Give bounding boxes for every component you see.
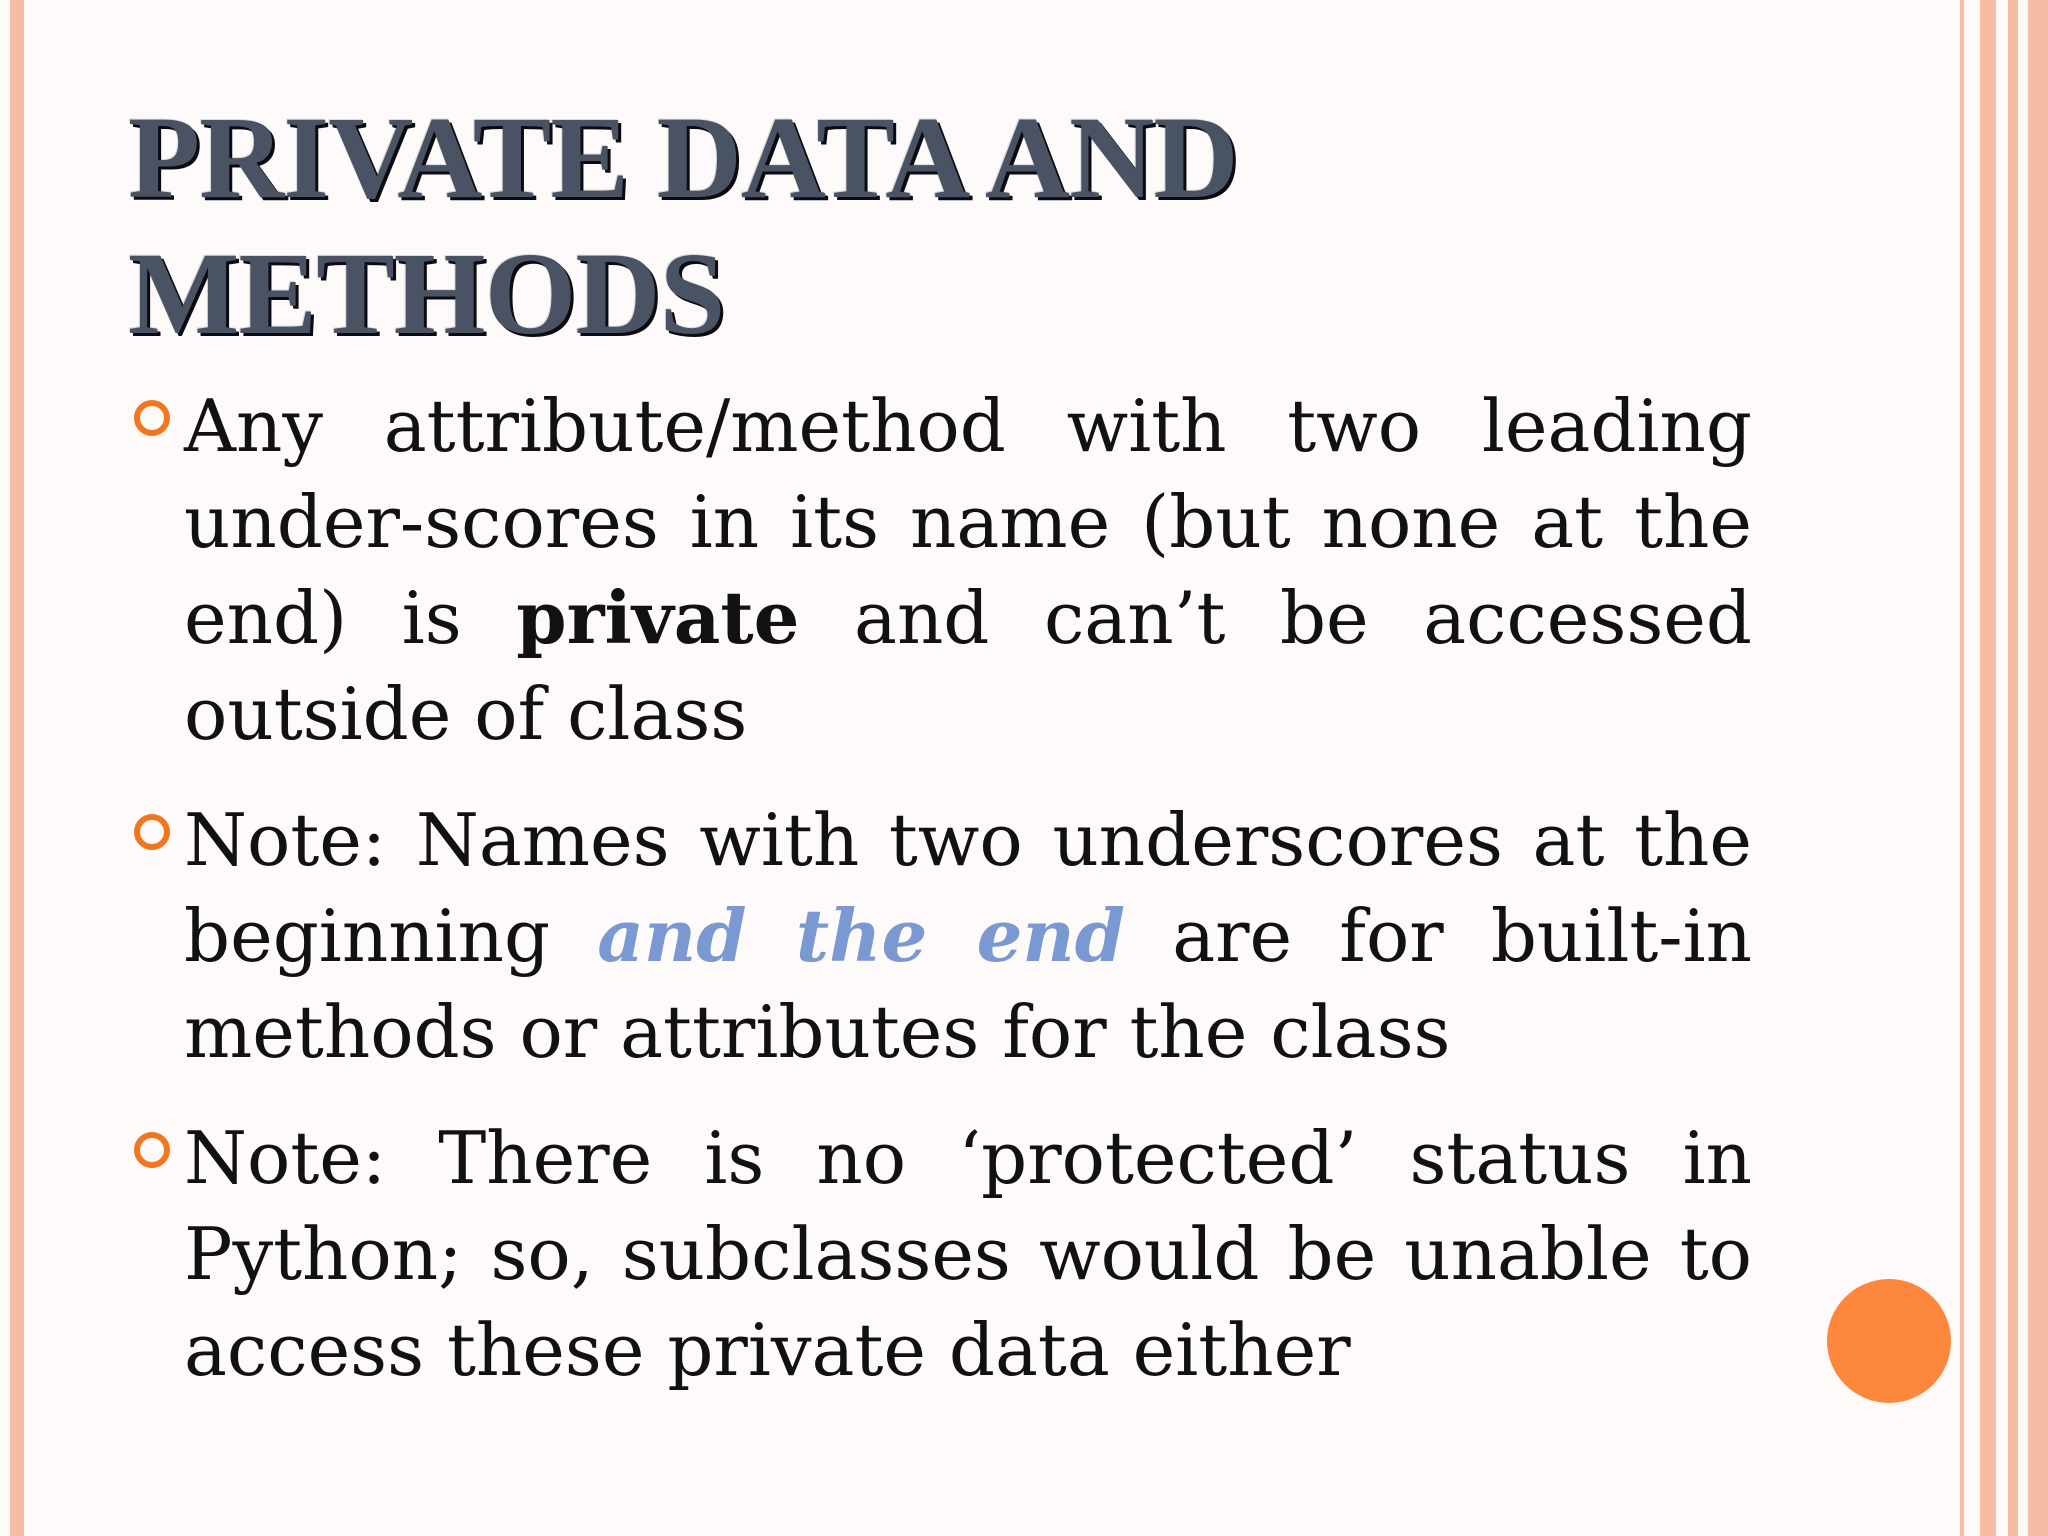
bullet-text: Any attribute/method with two leading under-scores in its name (but none at the end) is xyxy=(184,384,1752,660)
right-border-stripe xyxy=(2028,0,2048,1536)
bullet-list xyxy=(130,378,1752,1428)
bullet-text: Note: Names with two underscores at the beginning xyxy=(184,798,1752,978)
left-border-stripe xyxy=(10,0,24,1536)
bullet-text: Note: There is no ‘protected’ status in Python; so, subclasses would be unable to access these private data either xyxy=(184,1116,1752,1392)
bullet-text: and can’t be accessed outside of class xyxy=(184,576,1752,756)
slide-title xyxy=(128,90,1528,362)
decorative-orange-circle xyxy=(1827,1279,1951,1403)
ring-bullet-icon xyxy=(134,1132,170,1168)
bullet-emphasis-text: and the end xyxy=(597,893,1126,978)
right-border-stripe xyxy=(2008,0,2018,1536)
right-border-stripe xyxy=(1960,0,1964,1536)
bullet-item xyxy=(130,792,1752,1080)
bullet-text: are for built-in methods or attributes for the class xyxy=(184,894,1753,1074)
bullet-item xyxy=(130,1110,1752,1398)
slide-title-line2: METHODS xyxy=(128,228,725,359)
ring-bullet-icon xyxy=(134,814,170,850)
right-border-stripe xyxy=(1980,0,1996,1536)
ring-bullet-icon xyxy=(134,400,170,436)
bullet-bold-text: private xyxy=(516,575,800,660)
bullet-item xyxy=(130,378,1752,762)
slide-title-line1: PRIVATE DATA AND xyxy=(128,92,1238,223)
